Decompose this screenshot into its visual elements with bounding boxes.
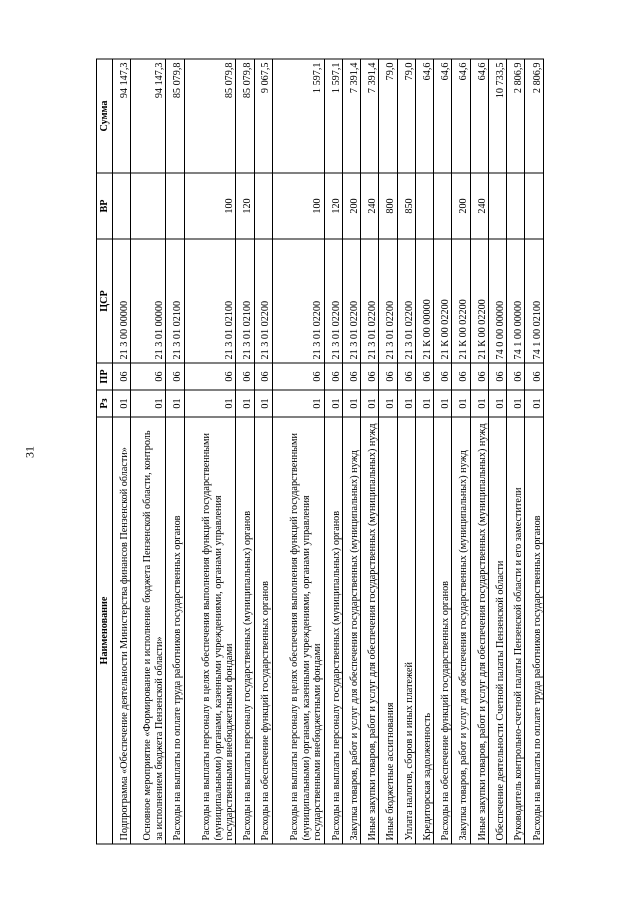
table-row [131, 59, 166, 844]
table-header-row [97, 59, 113, 844]
cell-vr [525, 173, 544, 239]
cell-pr: 06 [397, 363, 415, 390]
cell-csr: 21 3 01 02100 [236, 239, 254, 363]
table-row [415, 59, 433, 844]
table-row [488, 59, 506, 844]
cell-rz: 01 [342, 390, 360, 417]
table-row [452, 59, 470, 844]
cell-rz: 01 [415, 390, 433, 417]
cell-pr: 06 [488, 363, 506, 390]
cell-pr: 06 [324, 363, 342, 390]
cell-name: Расходы на выплаты по оплате труда работников государственных органов [166, 417, 184, 844]
cell-rz: 01 [324, 390, 342, 417]
cell-name: Закупка товаров, работ и услуг для обеспечения государственных (муниципальных) нужд [452, 417, 470, 844]
cell-rz: 01 [525, 390, 544, 417]
cell-pr: 06 [361, 363, 379, 390]
cell-rz: 01 [131, 390, 166, 417]
cell-pr: 06 [184, 363, 236, 390]
cell-rz: 01 [470, 390, 488, 417]
cell-pr: 06 [434, 363, 452, 390]
cell-sum: 7 391,4 [361, 59, 379, 173]
cell-vr [507, 173, 525, 239]
cell-sum: 94 147,3 [131, 59, 166, 173]
cell-csr: 21 3 01 02100 [166, 239, 184, 363]
cell-csr: 21 3 01 02200 [397, 239, 415, 363]
table-row [272, 59, 324, 844]
rotated-table-container [96, 60, 544, 845]
cell-csr: 74 0 00 00000 [488, 239, 506, 363]
cell-rz: 01 [434, 390, 452, 417]
cell-sum: 79,0 [397, 59, 415, 173]
cell-sum: 85 079,8 [166, 59, 184, 173]
table-row [361, 59, 379, 844]
cell-pr: 06 [131, 363, 166, 390]
cell-vr: 120 [324, 173, 342, 239]
header-rz: Рз [97, 390, 113, 417]
cell-rz: 01 [272, 390, 324, 417]
cell-rz: 01 [254, 390, 272, 417]
cell-vr: 850 [397, 173, 415, 239]
cell-vr [488, 173, 506, 239]
cell-csr: 74 1 00 02100 [525, 239, 544, 363]
table-row [470, 59, 488, 844]
cell-vr: 800 [379, 173, 397, 239]
cell-csr: 21 К 00 02200 [470, 239, 488, 363]
cell-csr: 21 3 01 02200 [342, 239, 360, 363]
cell-csr: 74 1 00 00000 [507, 239, 525, 363]
cell-vr [415, 173, 433, 239]
cell-csr: 21 3 01 02200 [272, 239, 324, 363]
header-pr: ПР [97, 363, 113, 390]
cell-name: Иные закупки товаров, работ и услуг для обеспечения государственных (муниципальных) нужд [470, 417, 488, 844]
table-row [184, 59, 236, 844]
cell-rz: 01 [361, 390, 379, 417]
cell-vr: 100 [272, 173, 324, 239]
cell-vr: 240 [361, 173, 379, 239]
cell-vr: 100 [184, 173, 236, 239]
cell-rz: 01 [113, 390, 131, 417]
table-row [324, 59, 342, 844]
cell-name: Расходы на выплаты по оплате труда работников государственных органов [525, 417, 544, 844]
cell-name: Иные закупки товаров, работ и услуг для обеспечения государственных (муниципальных) нужд [361, 417, 379, 844]
cell-sum: 64,6 [452, 59, 470, 173]
cell-name: Обеспечение деятельности Счетной палаты Пензенской области [488, 417, 506, 844]
table-row [166, 59, 184, 844]
cell-name: Расходы на обеспечение функций государственных органов [434, 417, 452, 844]
cell-sum: 94 147,3 [113, 59, 131, 173]
cell-sum: 85 079,8 [184, 59, 236, 173]
cell-sum: 79,0 [379, 59, 397, 173]
cell-vr: 240 [470, 173, 488, 239]
table-row [254, 59, 272, 844]
cell-pr: 06 [507, 363, 525, 390]
cell-vr [434, 173, 452, 239]
budget-table [96, 59, 544, 845]
cell-sum: 1 597,1 [272, 59, 324, 173]
cell-pr: 06 [236, 363, 254, 390]
cell-pr: 06 [113, 363, 131, 390]
cell-name: Расходы на выплаты персоналу в целях обеспечения выполнения функций государственными (муниципальными) органами, казенными учреждениями, органами управления государственными внебюджетными фондами [184, 417, 236, 844]
cell-vr: 200 [342, 173, 360, 239]
cell-name: Расходы на выплаты персоналу в целях обеспечения выполнения функций государственными (муниципальными) органами, казенными учреждениями, органами управления государственными внебюджетными фондами [272, 417, 324, 844]
cell-name: Расходы на выплаты персоналу государственных (муниципальных) органов [236, 417, 254, 844]
table-row [525, 59, 544, 844]
cell-csr: 21 3 01 02200 [379, 239, 397, 363]
header-csr: ЦСР [97, 239, 113, 363]
cell-vr: 200 [452, 173, 470, 239]
cell-sum: 2 806,9 [507, 59, 525, 173]
cell-sum: 10 733,5 [488, 59, 506, 173]
cell-pr: 06 [470, 363, 488, 390]
cell-csr: 21 3 01 00000 [131, 239, 166, 363]
cell-vr [131, 173, 166, 239]
table-row [379, 59, 397, 844]
table-row [236, 59, 254, 844]
cell-csr: 21 К 00 00000 [415, 239, 433, 363]
cell-name: Уплата налогов, сборов и иных платежей [397, 417, 415, 844]
table-row [342, 59, 360, 844]
cell-csr: 21 3 01 02200 [254, 239, 272, 363]
cell-pr: 06 [342, 363, 360, 390]
cell-csr: 21 К 00 02200 [452, 239, 470, 363]
cell-name: Закупка товаров, работ и услуг для обеспечения государственных (муниципальных) нужд [342, 417, 360, 844]
cell-csr: 21 3 00 00000 [113, 239, 131, 363]
cell-pr: 06 [379, 363, 397, 390]
cell-sum: 7 391,4 [342, 59, 360, 173]
cell-name: Кредиторская задолженность [415, 417, 433, 844]
cell-csr: 21 К 00 02200 [434, 239, 452, 363]
header-sum: Сумма [97, 59, 113, 173]
header-vr: ВР [97, 173, 113, 239]
cell-name: Расходы на обеспечение функций государственных органов [254, 417, 272, 844]
cell-rz: 01 [488, 390, 506, 417]
cell-vr [166, 173, 184, 239]
cell-vr [254, 173, 272, 239]
table-row [397, 59, 415, 844]
cell-sum: 64,6 [434, 59, 452, 173]
cell-name: Подпрограмма «Обеспечение деятельности Министерства финансов Пензенской области» [113, 417, 131, 844]
cell-rz: 01 [166, 390, 184, 417]
cell-sum: 1 597,1 [324, 59, 342, 173]
cell-vr: 120 [236, 173, 254, 239]
cell-pr: 06 [272, 363, 324, 390]
cell-rz: 01 [184, 390, 236, 417]
page-number: 31 [22, 446, 37, 458]
cell-sum: 2 806,9 [525, 59, 544, 173]
cell-name: Иные бюджетные ассигнования [379, 417, 397, 844]
cell-sum: 64,6 [415, 59, 433, 173]
table-row [434, 59, 452, 844]
cell-pr: 06 [254, 363, 272, 390]
cell-rz: 01 [236, 390, 254, 417]
cell-rz: 01 [379, 390, 397, 417]
cell-rz: 01 [452, 390, 470, 417]
cell-rz: 01 [507, 390, 525, 417]
cell-rz: 01 [397, 390, 415, 417]
cell-pr: 06 [166, 363, 184, 390]
cell-csr: 21 3 01 02200 [324, 239, 342, 363]
table-row [507, 59, 525, 844]
cell-sum: 85 079,8 [236, 59, 254, 173]
cell-csr: 21 3 01 02200 [361, 239, 379, 363]
cell-pr: 06 [415, 363, 433, 390]
cell-name: Основное мероприятие «Формирование и исполнение бюджета Пензенской области, контроль за исполнением бюджета Пензенской области» [131, 417, 166, 844]
cell-vr [113, 173, 131, 239]
cell-csr: 21 3 01 02100 [184, 239, 236, 363]
cell-sum: 9 067,5 [254, 59, 272, 173]
cell-name: Расходы на выплаты персоналу государственных (муниципальных) органов [324, 417, 342, 844]
cell-sum: 64,6 [470, 59, 488, 173]
cell-pr: 06 [452, 363, 470, 390]
cell-name: Руководитель контрольно-счетной палаты Пензенской области и его заместители [507, 417, 525, 844]
table-row [113, 59, 131, 844]
header-name: Наименование [97, 417, 113, 844]
cell-pr: 06 [525, 363, 544, 390]
